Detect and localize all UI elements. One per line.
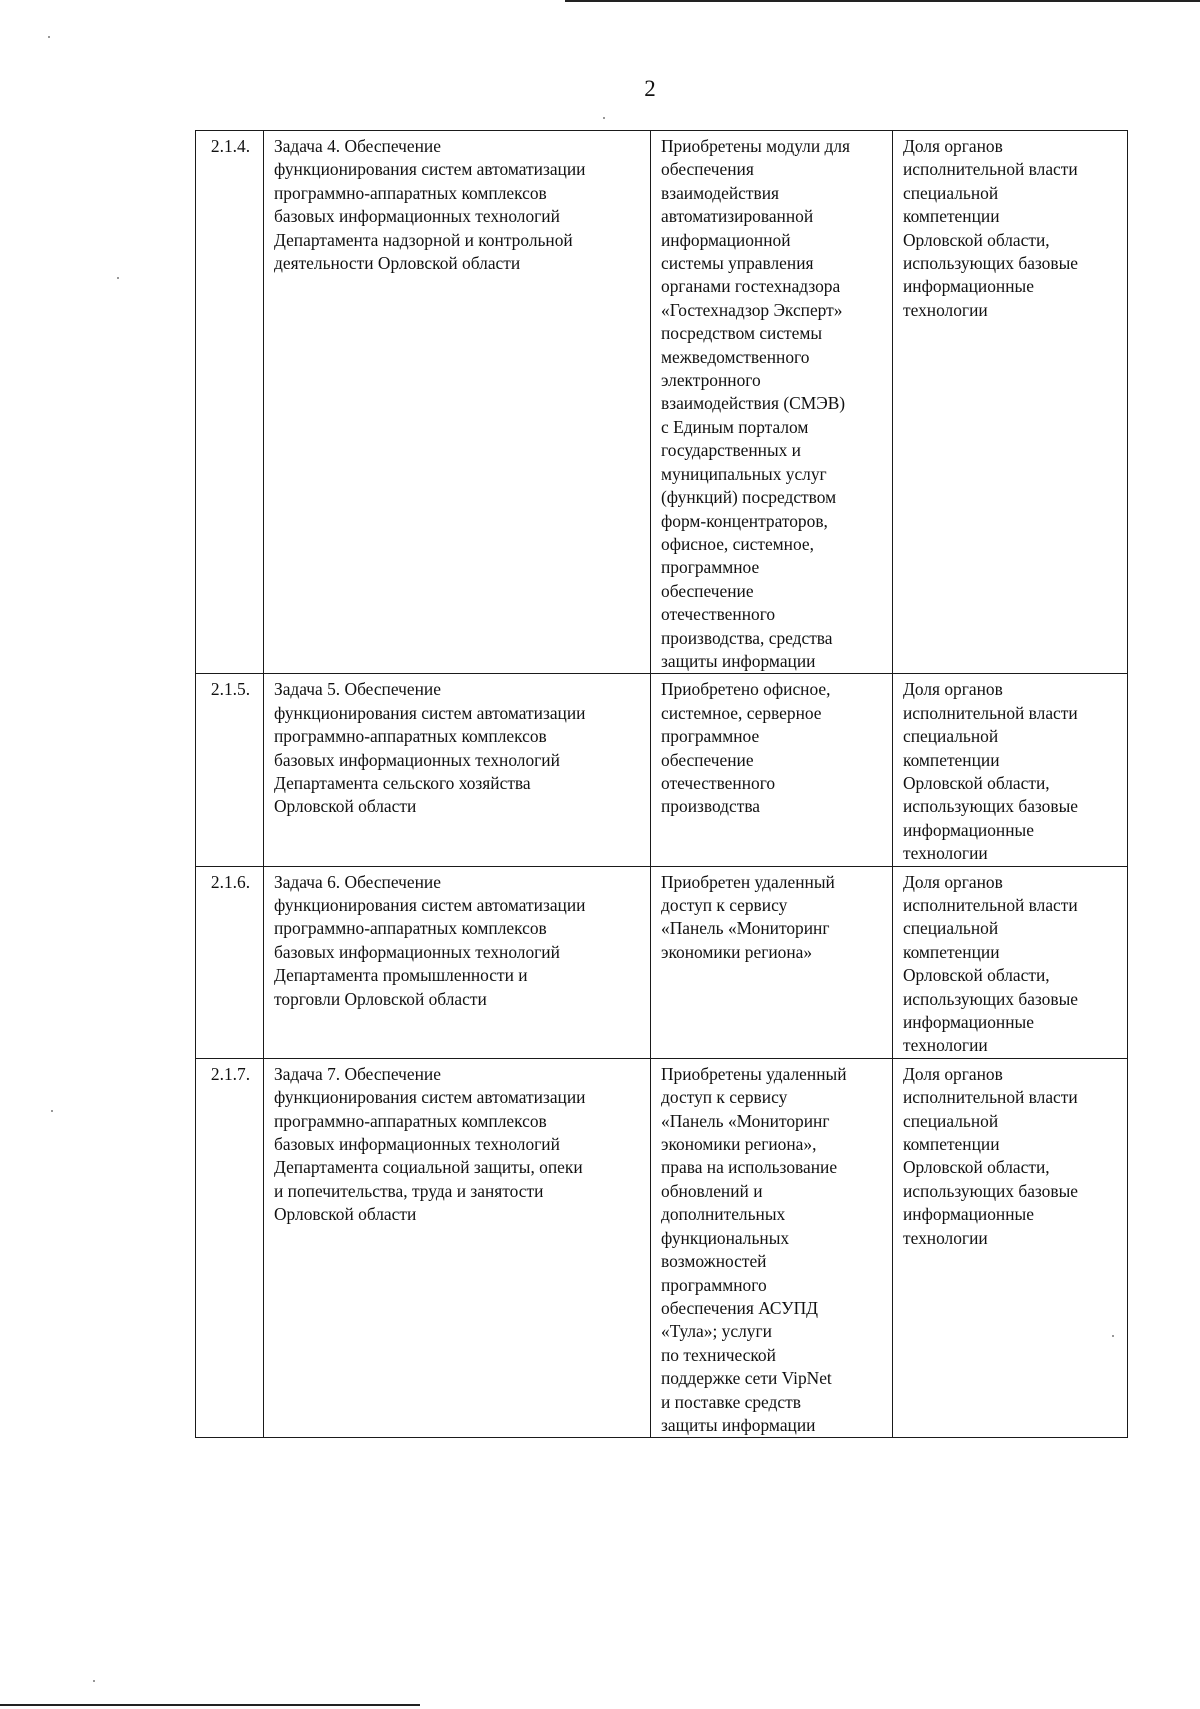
result-cell: Приобретен удаленный доступ к сервису «Панель «Мониторинг экономики региона»: [651, 866, 893, 1058]
scan-top-rule: [565, 0, 1200, 2]
task-cell: Задача 6. Обеспечение функционирования систем автоматизации программно-аппаратных комплексов базовых информационных технологий Департамента промышленности и торговли Орловской области: [264, 866, 651, 1058]
table-row: [196, 1058, 1128, 1438]
row-number-cell: 2.1.7.: [196, 1058, 264, 1438]
row-number-cell: 2.1.4.: [196, 131, 264, 674]
program-tasks-table: [195, 130, 1128, 1438]
result-cell: Приобретены удаленный доступ к сервису «Панель «Мониторинг экономики региона», права на использование обновлений и дополнительных функциональных возможностей программного обеспечения АСУПД «Тула»; услуги по технической поддержке сети VipNet и поставке средств защиты информации: [651, 1058, 893, 1438]
scan-speck: [93, 1680, 95, 1682]
task-cell: Задача 4. Обеспечение функционирования систем автоматизации программно-аппаратных комплексов базовых информационных технологий Департамента надзорной и контрольной деятельности Орловской области: [264, 131, 651, 674]
scan-bottom-rule: [0, 1704, 420, 1706]
scan-speck: [48, 36, 50, 38]
task-cell: Задача 7. Обеспечение функционирования систем автоматизации программно-аппаратных комплексов базовых информационных технологий Департамента социальной защиты, опеки и попечительства, труда и занятости Орловской области: [264, 1058, 651, 1438]
task-cell: Задача 5. Обеспечение функционирования систем автоматизации программно-аппаратных комплексов базовых информационных технологий Департамента сельского хозяйства Орловской области: [264, 674, 651, 866]
result-cell: Приобретено офисное, системное, серверное программное обеспечение отечественного производства: [651, 674, 893, 866]
indicator-cell: Доля органов исполнительной власти специальной компетенции Орловской области, использующих базовые информационные технологии: [893, 1058, 1128, 1438]
scan-speck: [51, 1110, 53, 1112]
table-row: [196, 866, 1128, 1058]
table-row: [196, 674, 1128, 866]
page-number: 2: [644, 76, 656, 101]
scan-speck: [1112, 1335, 1114, 1337]
result-cell: Приобретены модули для обеспечения взаимодействия автоматизированной информационной системы управления органами гостехнадзора «Гостехнадзор Эксперт» посредством системы межведомственного электронного взаимодействия (СМЭВ) с Единым порталом государственных и муниципальных услуг (функций) посредством форм-концентраторов, офисное, системное, программное обеспечение отечественного производства, средства защиты информации: [651, 131, 893, 674]
table-row: [196, 131, 1128, 674]
indicator-cell: Доля органов исполнительной власти специальной компетенции Орловской области, использующих базовые информационные технологии: [893, 131, 1128, 674]
scan-speck: [603, 117, 605, 119]
indicator-cell: Доля органов исполнительной власти специальной компетенции Орловской области, использующих базовые информационные технологии: [893, 866, 1128, 1058]
scan-speck: [117, 277, 119, 279]
row-number-cell: 2.1.6.: [196, 866, 264, 1058]
indicator-cell: Доля органов исполнительной власти специальной компетенции Орловской области, использующих базовые информационные технологии: [893, 674, 1128, 866]
row-number-cell: 2.1.5.: [196, 674, 264, 866]
